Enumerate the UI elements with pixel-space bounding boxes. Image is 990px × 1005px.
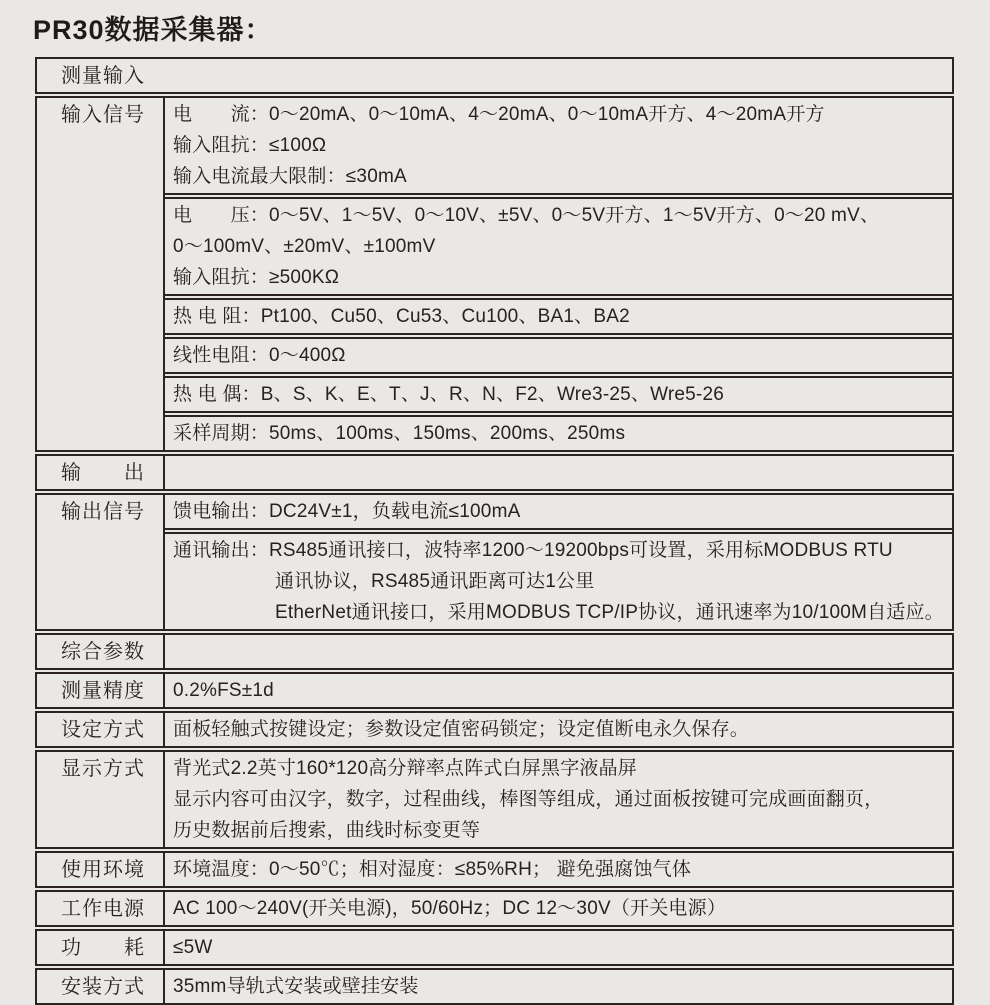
row-label-display-method: 显示方式 bbox=[37, 752, 165, 847]
spec-line: 热 电 偶：B、S、K、E、T、J、R、N、F2、Wre3-25、Wre5-26 bbox=[173, 384, 724, 405]
spec-row-output-signal bbox=[35, 493, 954, 631]
row-label-power-supply: 工作电源 bbox=[37, 892, 165, 925]
page-title: PR30数据采集器： bbox=[33, 15, 273, 45]
row-content-power-consumption bbox=[165, 931, 952, 964]
spec-row-accuracy bbox=[35, 672, 954, 709]
cell-feed-output bbox=[165, 495, 952, 530]
row-label-power-consumption: 功 耗 bbox=[37, 931, 165, 964]
spec-row-environment bbox=[35, 851, 954, 888]
spec-row-display-method bbox=[35, 750, 954, 849]
row-content-environment bbox=[165, 853, 952, 886]
cell-power-supply bbox=[165, 892, 952, 925]
spec-row-measurement-input bbox=[35, 57, 954, 94]
spec-line: 输入阻抗：≤100Ω bbox=[173, 135, 327, 156]
cell-comm-output bbox=[165, 532, 952, 629]
spec-line: 0～100mV、±20mV、±100mV bbox=[173, 236, 436, 257]
spec-line: 电 流：0～20mA、0～10mA、4～20mA、0～10mA开方、4～20mA开方 bbox=[173, 104, 825, 125]
cell-linear-resistance bbox=[165, 337, 952, 374]
spec-line: 背光式2.2英寸160*120高分辩率点阵式白屏黑字液晶屏 bbox=[173, 758, 638, 779]
spec-line: 环境温度：0～50℃；相对湿度：≤85%RH； 避免强腐蚀气体 bbox=[173, 859, 692, 880]
spec-row-power-consumption bbox=[35, 929, 954, 966]
cell-setting-method bbox=[165, 713, 952, 746]
cell-empty bbox=[165, 456, 952, 489]
row-content-general-params bbox=[165, 635, 952, 668]
spec-row-output bbox=[35, 454, 954, 491]
spec-line: AC 100～240V(开关电源)，50/60Hz；DC 12～30V（开关电源） bbox=[173, 898, 727, 919]
cell-sampling-period bbox=[165, 415, 952, 450]
spec-line: 线性电阻：0～400Ω bbox=[173, 345, 346, 366]
cell-accuracy bbox=[165, 674, 952, 707]
row-content-setting-method bbox=[165, 713, 952, 746]
spec-row-installation bbox=[35, 968, 954, 1005]
spec-line: 馈电输出：DC24V±1，负载电流≤100mA bbox=[173, 501, 521, 522]
cell-installation bbox=[165, 970, 952, 1003]
row-label-general-params: 综合参数 bbox=[37, 635, 165, 668]
row-content-accuracy bbox=[165, 674, 952, 707]
row-content-power-supply bbox=[165, 892, 952, 925]
row-content-output-signal bbox=[165, 495, 952, 629]
row-label-installation: 安装方式 bbox=[37, 970, 165, 1003]
spec-line: 历史数据前后搜索，曲线时标变更等 bbox=[173, 820, 481, 841]
row-content-output bbox=[165, 456, 952, 489]
spec-line: 面板轻触式按键设定；参数设定值密码锁定；设定值断电永久保存。 bbox=[173, 719, 750, 740]
cell-rtd bbox=[165, 298, 952, 335]
spec-line: 电 压：0～5V、1～5V、0～10V、±5V、0～5V开方、1～5V开方、0～20 mV、 bbox=[173, 205, 880, 226]
spec-line: EtherNet通讯接口，采用MODBUS TCP/IP协议，通讯速率为10/100M自适应。 bbox=[275, 602, 944, 623]
row-label-input-signal: 输入信号 bbox=[37, 98, 165, 450]
spec-line: 输入电流最大限制：≤30mA bbox=[173, 166, 407, 187]
spec-row-input-signal bbox=[35, 96, 954, 452]
row-content-input-signal bbox=[165, 98, 952, 450]
row-content-installation bbox=[165, 970, 952, 1003]
cell-voltage bbox=[165, 197, 952, 296]
row-label-measurement-input: 测量输入 bbox=[61, 65, 145, 87]
spec-line: 通讯协议，RS485通讯距离可达1公里 bbox=[275, 571, 595, 592]
row-label-setting-method: 设定方式 bbox=[37, 713, 165, 746]
row-label-accuracy: 测量精度 bbox=[37, 674, 165, 707]
spec-row-setting-method bbox=[35, 711, 954, 748]
spec-line: 显示内容可由汉字，数字，过程曲线，棒图等组成，通过面板按键可完成画面翻页， bbox=[173, 789, 884, 810]
spec-line: 0.2%FS±1d bbox=[173, 680, 274, 701]
row-label-output: 输 出 bbox=[37, 456, 165, 489]
spec-line: 热 电 阻：Pt100、Cu50、Cu53、Cu100、BA1、BA2 bbox=[173, 306, 630, 327]
spec-line: 35mm导轨式安装或壁挂安装 bbox=[173, 976, 419, 997]
spec-line bbox=[165, 457, 952, 488]
spec-row-power-supply bbox=[35, 890, 954, 927]
cell-current bbox=[165, 98, 952, 195]
spec-line: ≤5W bbox=[173, 937, 213, 958]
row-label-environment: 使用环境 bbox=[37, 853, 165, 886]
spec-row-general-params bbox=[35, 633, 954, 670]
cell-empty bbox=[165, 635, 952, 668]
spec-line: 采样周期：50ms、100ms、150ms、200ms、250ms bbox=[173, 423, 626, 444]
row-content-display-method bbox=[165, 752, 952, 847]
row-label-output-signal: 输出信号 bbox=[37, 495, 165, 629]
spec-line bbox=[165, 636, 952, 667]
spec-line: 输入阻抗：≥500KΩ bbox=[173, 267, 340, 288]
spec-table bbox=[35, 57, 954, 1005]
cell-thermocouple bbox=[165, 376, 952, 413]
cell-power-consumption bbox=[165, 931, 952, 964]
cell-environment bbox=[165, 853, 952, 886]
cell-display-method bbox=[165, 752, 952, 847]
spec-line: 通讯输出：RS485通讯接口，波特率1200～19200bps可设置，采用标MODBUS RTU bbox=[173, 540, 893, 561]
